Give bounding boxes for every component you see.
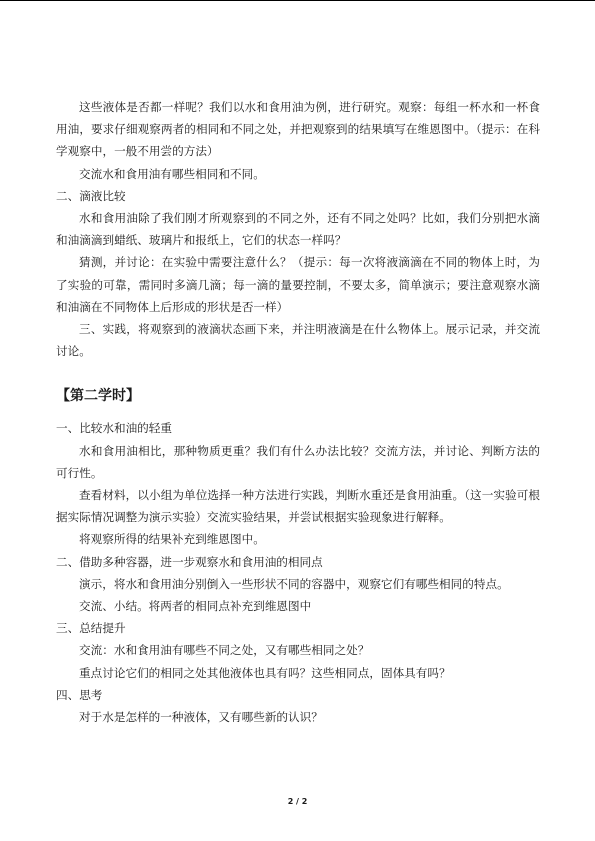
paragraph-practice: 三、实践，将观察到的液滴状态画下来，并注明液滴是在什么物体上。展示记录，并交流讨论。 xyxy=(56,322,540,359)
paragraph-which-heavier: 水和食用油相比，那种物质更重？我们有什么办法比较？交流方法，并讨论、判断方法的可行性。 xyxy=(56,443,540,480)
paragraph-drops: 水和食用油除了我们刚才所观察到的不同之外，还有不同之处吗？比如，我们分别把水滴和油滴滴到蜡纸、玻璃片和报纸上，它们的状态一样吗？ xyxy=(56,211,540,248)
paragraph-discussion: 重点讨论它们的相同之处其他液体也具有吗？这些相同点，固体具有吗？ xyxy=(79,665,451,680)
heading-conclusion: 三、总结提升 xyxy=(56,621,126,636)
paragraph-exchange: 交流水和食用油有哪些相同和不同。 xyxy=(79,166,265,181)
top-border-line xyxy=(0,0,595,1)
paragraph-observe: 这些液体是否都一样呢？我们以水和食用油为例，进行研究。观察：每组一杯水和一杯食用油，要求仔细观察两者的相同和不同之处，并把观察到的结果填写在维恩图中。（提示：在科学观察中，一般不用尝的方法） xyxy=(56,100,540,159)
heading-weight-compare: 一、比较水和油的轻重 xyxy=(56,421,172,436)
paragraph-summary: 交流、小结。将两者的相同点补充到维恩图中 xyxy=(79,599,312,614)
paragraph-materials: 查看材料，以小组为单位选择一种方法进行实践，判断水重还是食用油重。（这一实验可根据实际情况调整为演示实验）交流实验结果，并尝试根据实验现象进行解释。 xyxy=(56,488,540,525)
page-number: 2 / 2 xyxy=(287,797,308,806)
heading-containers: 二、借助多种容器，进一步观察水和食用油的相同点 xyxy=(56,554,323,569)
paragraph-add-results: 将观察所得的结果补充到维恩图中。 xyxy=(79,532,265,547)
document-body xyxy=(56,96,540,728)
lesson-two-title: 【第二学时】 xyxy=(56,388,140,405)
paragraph-differences: 交流：水和食用油有哪些不同之处，又有哪些相同之处？ xyxy=(79,643,370,658)
paragraph-demo: 演示，将水和食用油分别倒入一些形状不同的容器中，观察它们有哪些相同的特点。 xyxy=(79,576,509,591)
heading-reflection: 四、思考 xyxy=(56,687,103,702)
paragraph-new-understanding: 对于水是怎样的一种液体，又有哪些新的认识？ xyxy=(79,710,323,725)
paragraph-guess: 猜测，并讨论：在实验中需要注意什么？（提示：每一次将液滴滴在不同的物体上时，为了实验的可靠，需同时多滴几滴；每一滴的量要控制，不要太多，简单演示；要注意观察水滴和油滴在不同物体上后形成的形状是否一样） xyxy=(56,255,540,314)
heading-drop-compare: 二、滴液比较 xyxy=(56,188,126,203)
